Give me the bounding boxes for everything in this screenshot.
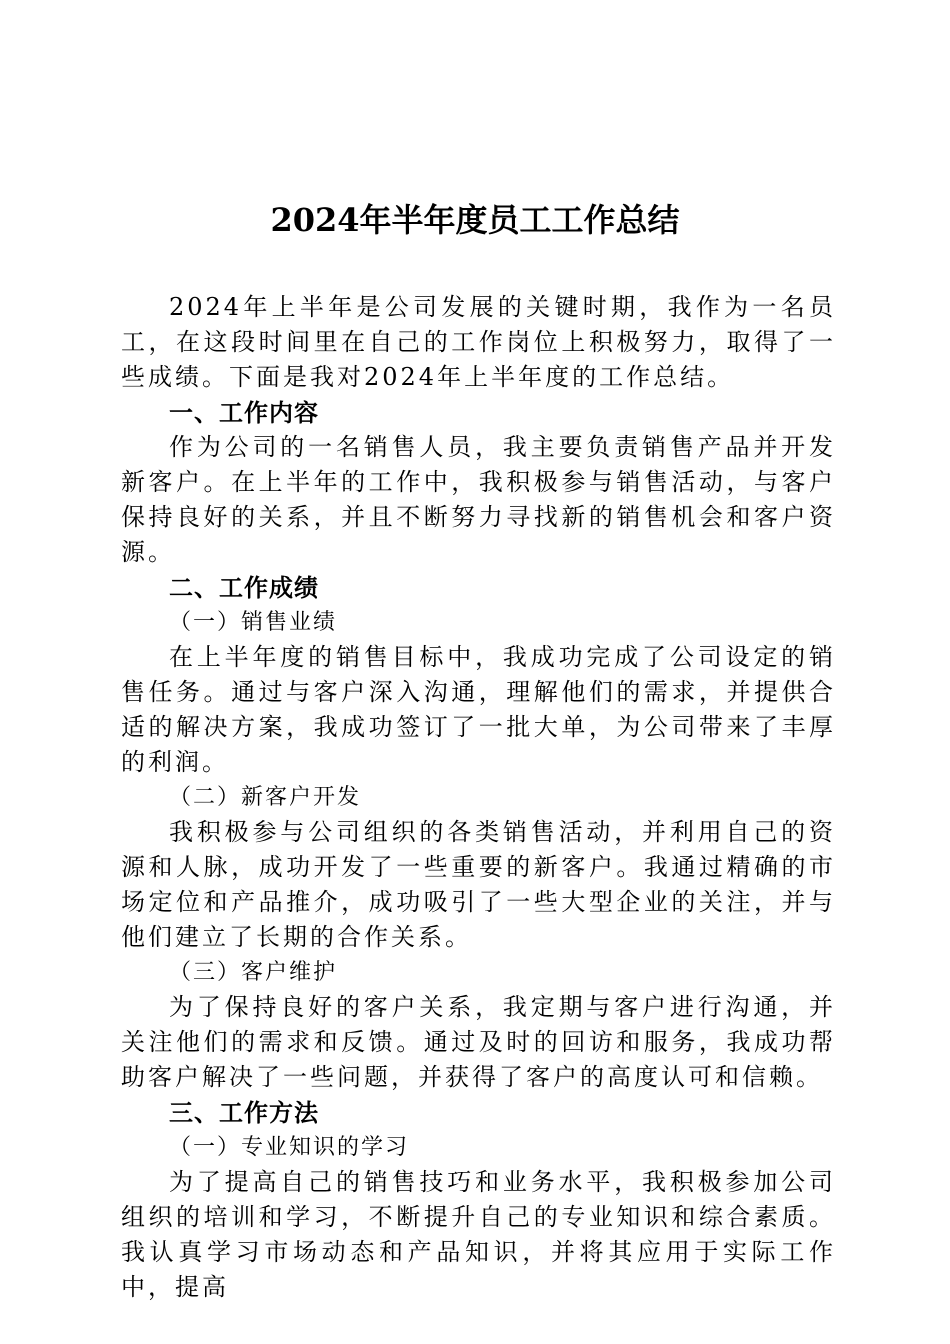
section-heading-2: 二、工作成绩 bbox=[169, 573, 319, 602]
subsection-heading-3-1: （一）专业知识的学习 bbox=[169, 1135, 410, 1160]
paragraph-work-content: 作为公司的一名销售人员，我主要负责销售产品并开发新客户。在上半年的工作中，我积极参与销售活动，与客户保持良好的关系，并且不断努力寻找新的销售机会和客户资源。 bbox=[121, 433, 836, 566]
document-body bbox=[121, 290, 836, 1305]
paragraph-client-care: 为了保持良好的客户关系，我定期与客户进行沟通，并关注他们的需求和反馈。通过及时的回访和服务，我成功帮助客户解决了一些问题，并获得了客户的高度认可和信赖。 bbox=[121, 993, 836, 1091]
paragraph-sales: 在上半年度的销售目标中，我成功完成了公司设定的销售任务。通过与客户深入沟通，理解他们的需求，并提供合适的解决方案，我成功签订了一批大单，为公司带来了丰厚的利润。 bbox=[121, 643, 836, 776]
paragraph-new-clients: 我积极参与公司组织的各类销售活动，并利用自己的资源和人脉，成功开发了一些重要的新客户。我通过精确的市场定位和产品推介，成功吸引了一些大型企业的关注，并与他们建立了长期的合作关系。 bbox=[121, 818, 836, 951]
section-heading-3: 三、工作方法 bbox=[169, 1098, 319, 1127]
subsection-heading-2-2: （二）新客户开发 bbox=[169, 785, 362, 810]
paragraph-intro: 2024年上半年是公司发展的关键时期，我作为一名员工，在这段时间里在自己的工作岗位上积极努力，取得了一些成绩。下面是我对2024年上半年度的工作总结。 bbox=[121, 293, 836, 391]
subsection-heading-2-1: （一）销售业绩 bbox=[169, 610, 338, 635]
section-heading-1: 一、工作内容 bbox=[169, 398, 319, 427]
subsection-heading-2-3: （三）客户维护 bbox=[169, 960, 338, 985]
paragraph-learning: 为了提高自己的销售技巧和业务水平，我积极参加公司组织的培训和学习，不断提升自己的专业知识和综合素质。我认真学习市场动态和产品知识，并将其应用于实际工作中，提高 bbox=[121, 1168, 836, 1301]
document-title: 2024年半年度员工工作总结 bbox=[270, 201, 680, 239]
